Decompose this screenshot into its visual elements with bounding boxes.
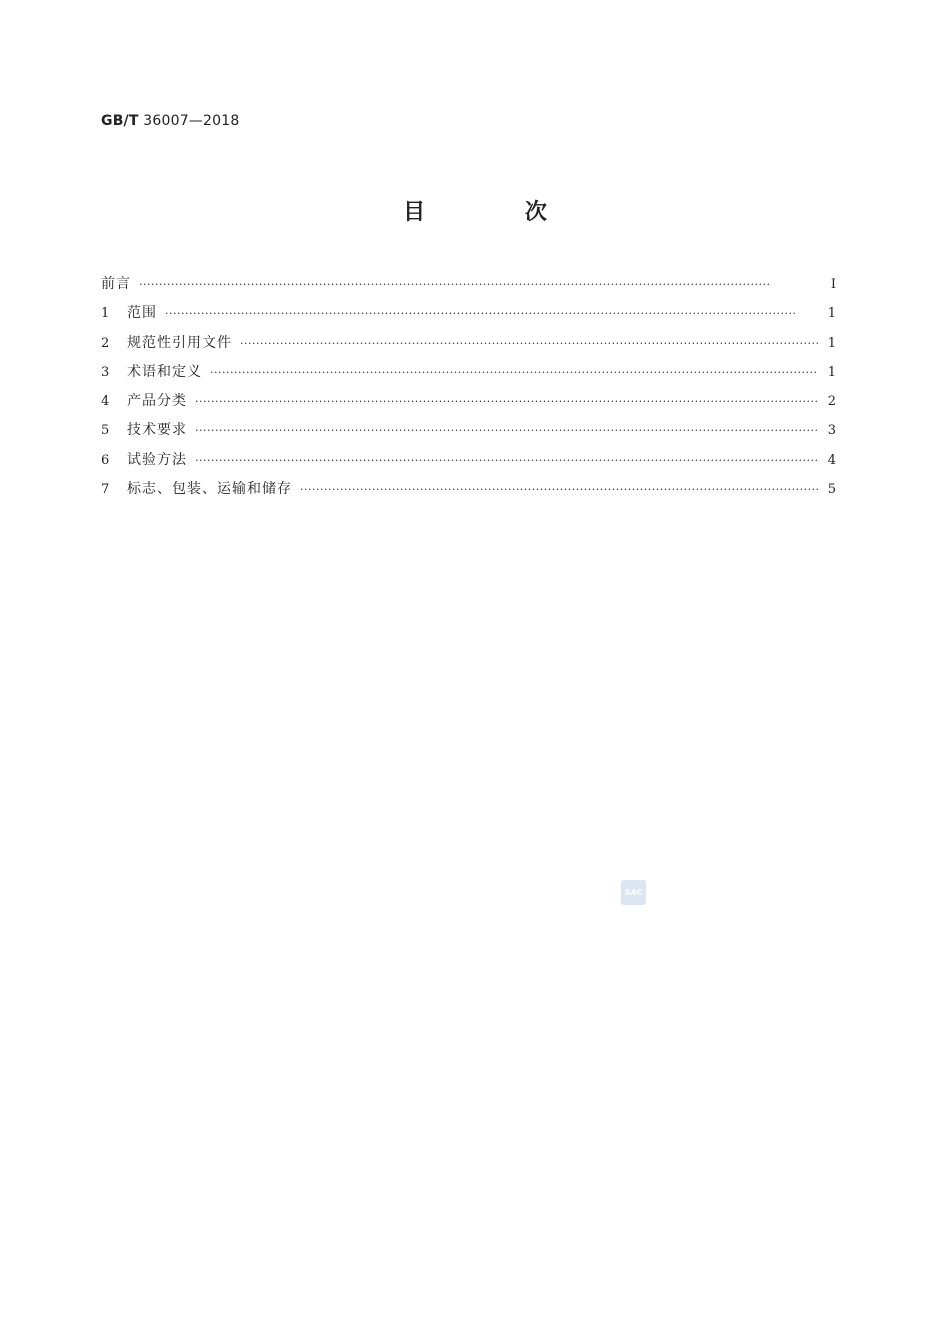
toc-page-number: 1 xyxy=(827,306,836,322)
toc-entry-foreword[interactable] xyxy=(101,272,836,301)
toc-page-number: 4 xyxy=(827,452,836,468)
toc-label: 标志、包装、运输和储存 xyxy=(127,481,292,498)
toc-leader-dots xyxy=(195,449,818,473)
toc-leader-dots xyxy=(165,302,818,326)
toc-label: 试验方法 xyxy=(127,451,187,468)
toc-label: 术语和定义 xyxy=(127,363,202,380)
toc-section-number: 3 xyxy=(101,364,110,380)
toc-label: 规范性引用文件 xyxy=(127,334,232,351)
toc-page-number: 3 xyxy=(827,423,836,439)
toc-page-number: 1 xyxy=(827,364,836,380)
watermark-text: SAC xyxy=(624,888,643,897)
toc-entry-terms-definitions[interactable] xyxy=(101,360,836,389)
table-of-contents xyxy=(101,272,836,506)
toc-section-number: 7 xyxy=(101,482,110,498)
toc-page-number: 1 xyxy=(827,335,836,351)
standard-code xyxy=(101,113,239,129)
toc-entry-marking-packaging[interactable] xyxy=(101,477,836,506)
toc-label: 范围 xyxy=(127,305,157,322)
toc-label: 前言 xyxy=(101,276,131,292)
toc-page-number: 5 xyxy=(827,482,836,498)
toc-entry-normative-references[interactable] xyxy=(101,331,836,360)
toc-section-number: 4 xyxy=(101,394,110,410)
toc-leader-dots xyxy=(195,390,818,414)
toc-label: 技术要求 xyxy=(127,422,187,439)
toc-leader-dots xyxy=(240,332,818,356)
toc-entry-test-methods[interactable] xyxy=(101,448,836,477)
toc-entry-technical-requirements[interactable] xyxy=(101,418,836,447)
toc-leader-dots xyxy=(139,273,818,297)
toc-section-number: 1 xyxy=(101,306,110,322)
sac-watermark-logo xyxy=(621,880,646,905)
toc-title: 目 次 xyxy=(403,200,593,225)
toc-page-number: Ⅰ xyxy=(830,277,836,292)
standard-number: 36007—2018 xyxy=(143,113,240,129)
standard-prefix: GB/T xyxy=(101,113,139,129)
toc-section-number: 6 xyxy=(101,452,110,468)
toc-entry-scope[interactable] xyxy=(101,301,836,330)
toc-entry-product-classification[interactable] xyxy=(101,389,836,418)
toc-section-number: 2 xyxy=(101,335,110,351)
toc-page-number: 2 xyxy=(827,394,836,410)
toc-leader-dots xyxy=(210,361,818,385)
toc-leader-dots xyxy=(300,478,818,502)
toc-label: 产品分类 xyxy=(127,393,187,410)
toc-section-number: 5 xyxy=(101,423,110,439)
toc-leader-dots xyxy=(195,419,818,443)
